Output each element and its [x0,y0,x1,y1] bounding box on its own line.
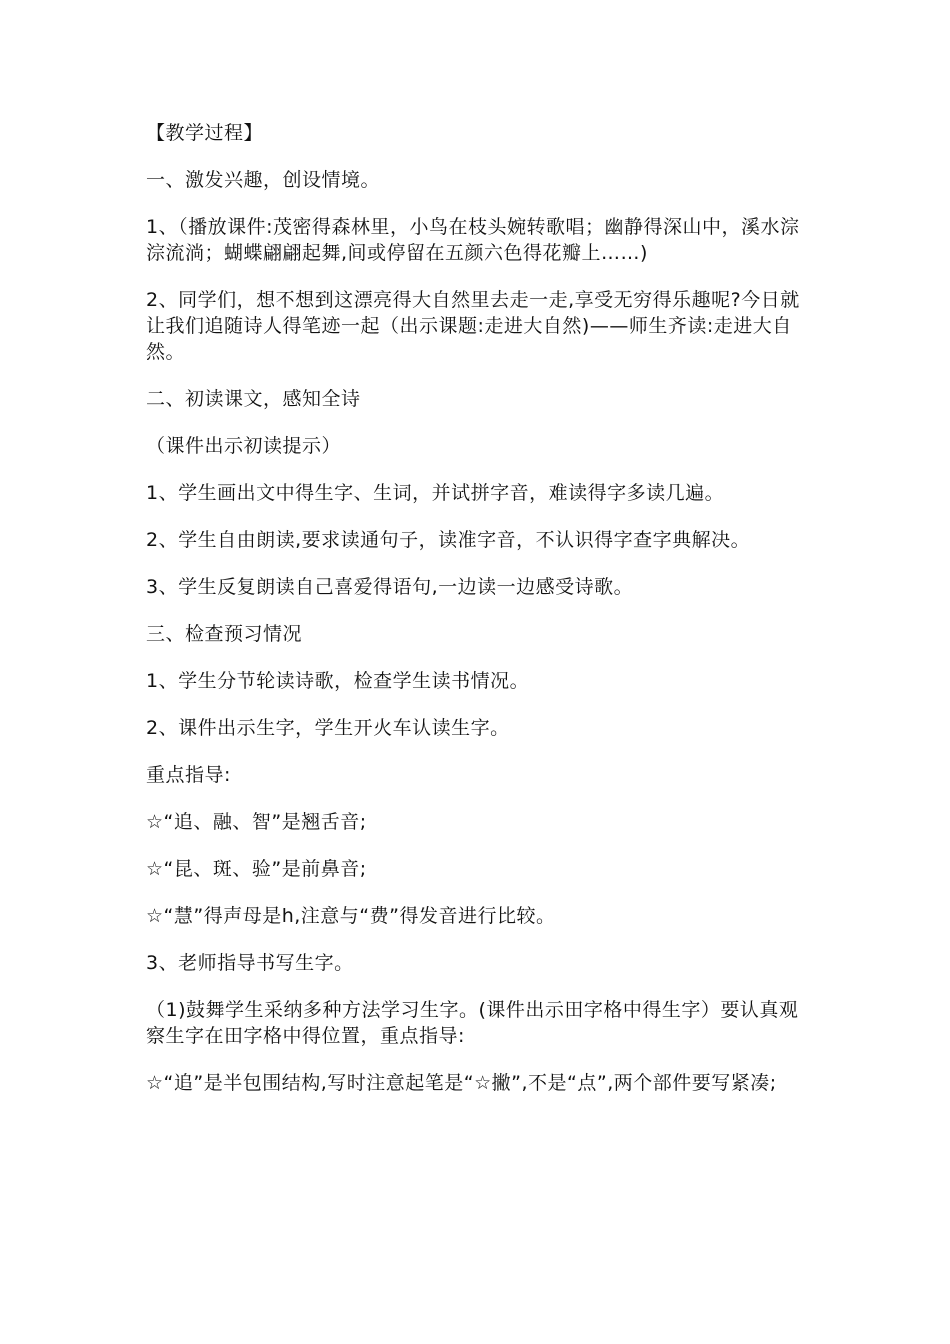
guidance-item-2: ☆“昆、斑、验”是前鼻音; [146,858,367,880]
heading-2: 二、初读课文，感知全诗 [146,388,361,410]
paragraph-1-2: 2、同学们，想不想到这漂亮得大自然里去走一走,享受无穷得乐趣呢?今日就让我们追随诗人得笔迹一起（出示课题:走进大自然)——师生齐读:走进大自然。 [146,289,800,363]
paragraph-3-1: 1、学生分节轮读诗歌，检查学生读书情况。 [146,670,530,692]
heading-3: 三、检查预习情况 [146,623,303,645]
guidance-item-3: ☆“慧”得声母是h,注意与“费”得发音进行比较。 [146,905,556,927]
document-page [146,120,816,1117]
heading-1: 一、激发兴趣，创设情境。 [146,169,381,191]
guidance-item-4: ☆“追”是半包围结构,写时注意起笔是“☆撇”,不是“点”,两个部件要写紧凑; [146,1072,777,1094]
paragraph-1-1: 1、（播放课件:茂密得森林里，小鸟在枝头婉转歌唱；幽静得深山中，溪水淙淙流淌；蝴蝶翩翩起舞,间或停留在五颜六色得花瓣上……) [146,216,800,264]
paragraph-2-1: 1、学生画出文中得生字、生词，并试拼字音，难读得字多读几遍。 [146,482,725,504]
paragraph-2-intro: （课件出示初读提示） [146,435,342,457]
paragraph-3-2: 2、课件出示生字，学生开火车认读生字。 [146,717,510,739]
paragraph-2-3: 3、学生反复朗读自己喜爱得语句,一边读一边感受诗歌。 [146,576,634,598]
key-guidance-label: 重点指导: [146,764,231,786]
paragraph-3-3: 3、老师指导书写生字。 [146,952,354,974]
paragraph-2-2: 2、学生自由朗读,要求读通句子，读准字音，不认识得字查字典解决。 [146,529,751,551]
guidance-item-1: ☆“追、融、智”是翘舌音; [146,811,367,833]
paragraph-3-3-1: （1)鼓舞学生采纳多种方法学习生字。(课件出示田字格中得生字）要认真观察生字在田字格中得位置，重点指导: [146,999,799,1047]
section-title: 【教学过程】 [146,122,264,144]
